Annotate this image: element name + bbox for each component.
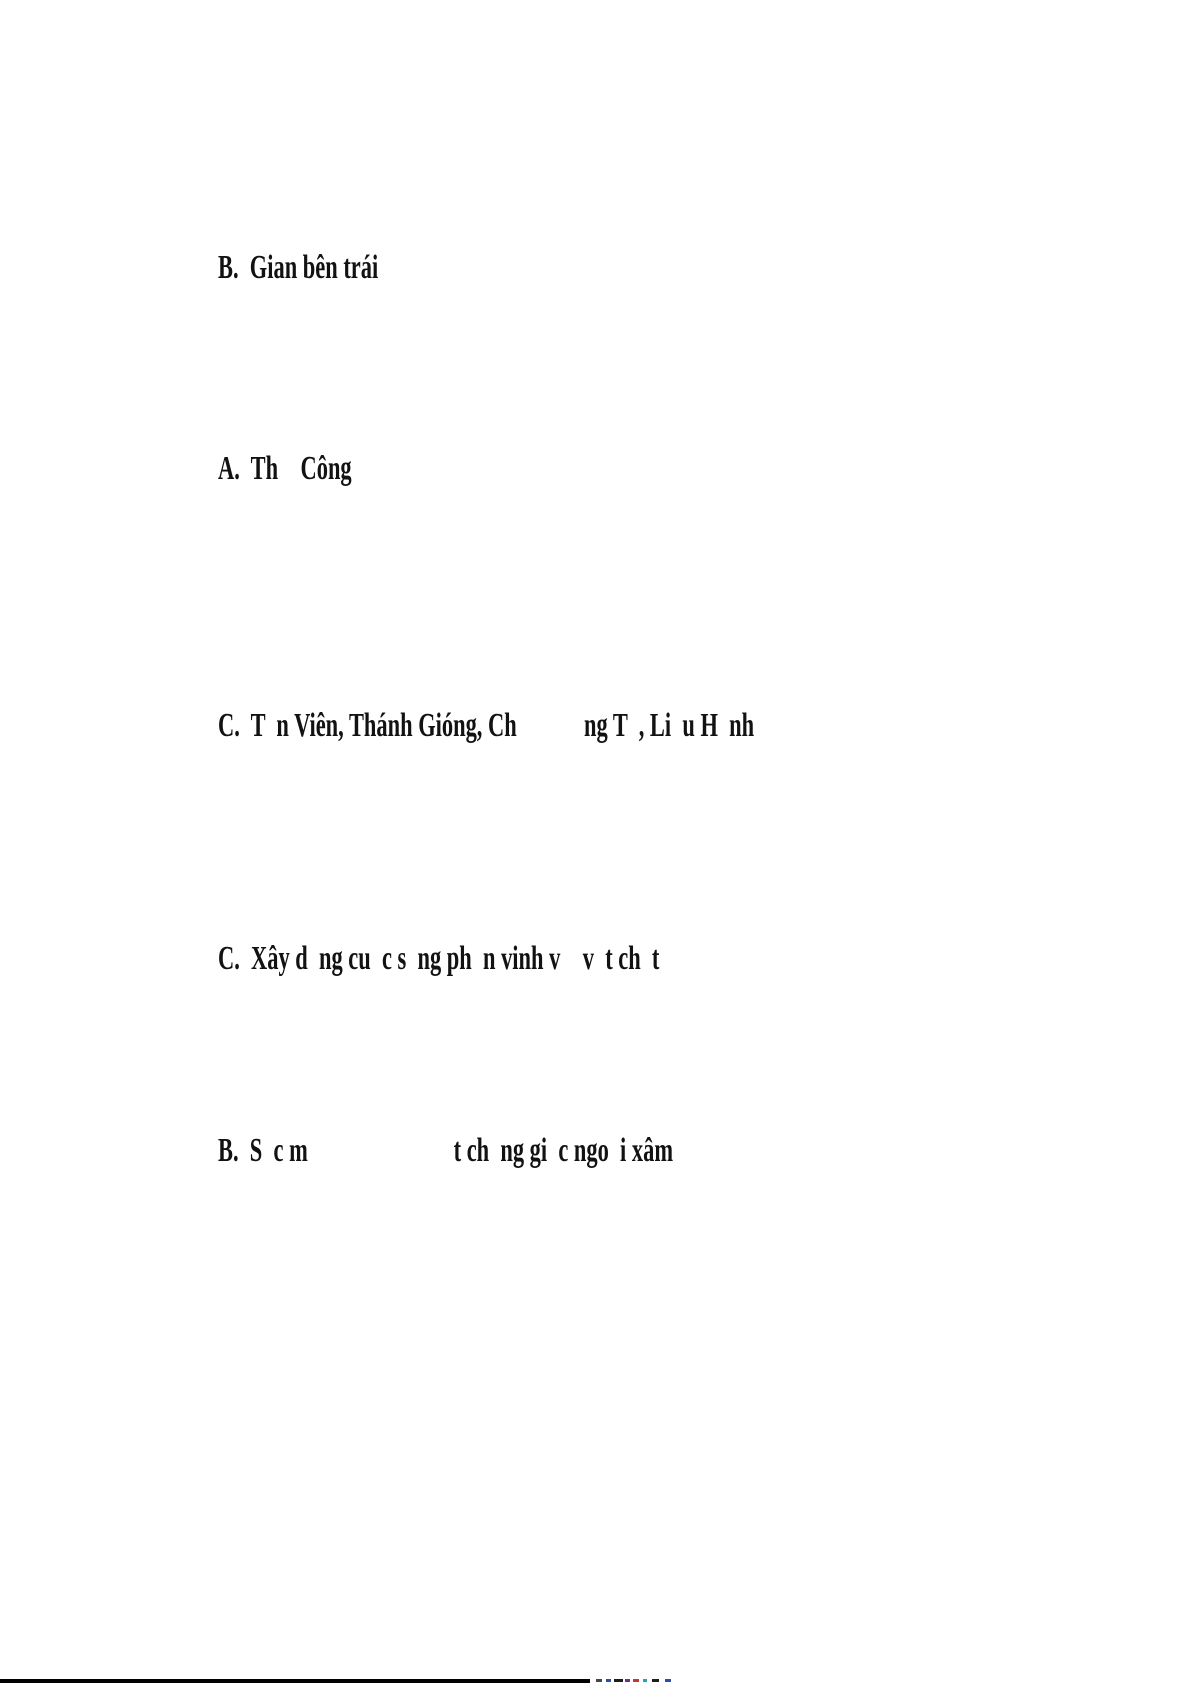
footer-watermark-fragment — [614, 1679, 623, 1682]
answer-line-1: B. Gian bên trái — [218, 249, 379, 286]
footer-watermark-fragment — [606, 1679, 611, 1682]
footer-watermark-fragment — [596, 1679, 602, 1682]
answer-line-2: A. Th Công — [218, 450, 352, 487]
footer-watermark-fragment — [652, 1679, 659, 1682]
footer-watermark-fragment — [625, 1679, 630, 1682]
answer-line-4: C. Xây d ng cu c s ng ph n vinh v v t ch t — [218, 940, 660, 977]
footer-watermark-fragment — [665, 1679, 671, 1682]
answer-line-3: C. T n Viên, Thánh Gióng, Ch ng T , Li u H nh — [218, 707, 755, 744]
footer-watermark-fragment — [633, 1679, 639, 1682]
footer-rule — [0, 1679, 590, 1683]
footer-watermark-fragments — [596, 1679, 671, 1683]
footer-watermark-fragment — [643, 1679, 647, 1682]
answer-line-5: B. S c m t ch ng gi c ngo i xâm — [218, 1132, 674, 1169]
